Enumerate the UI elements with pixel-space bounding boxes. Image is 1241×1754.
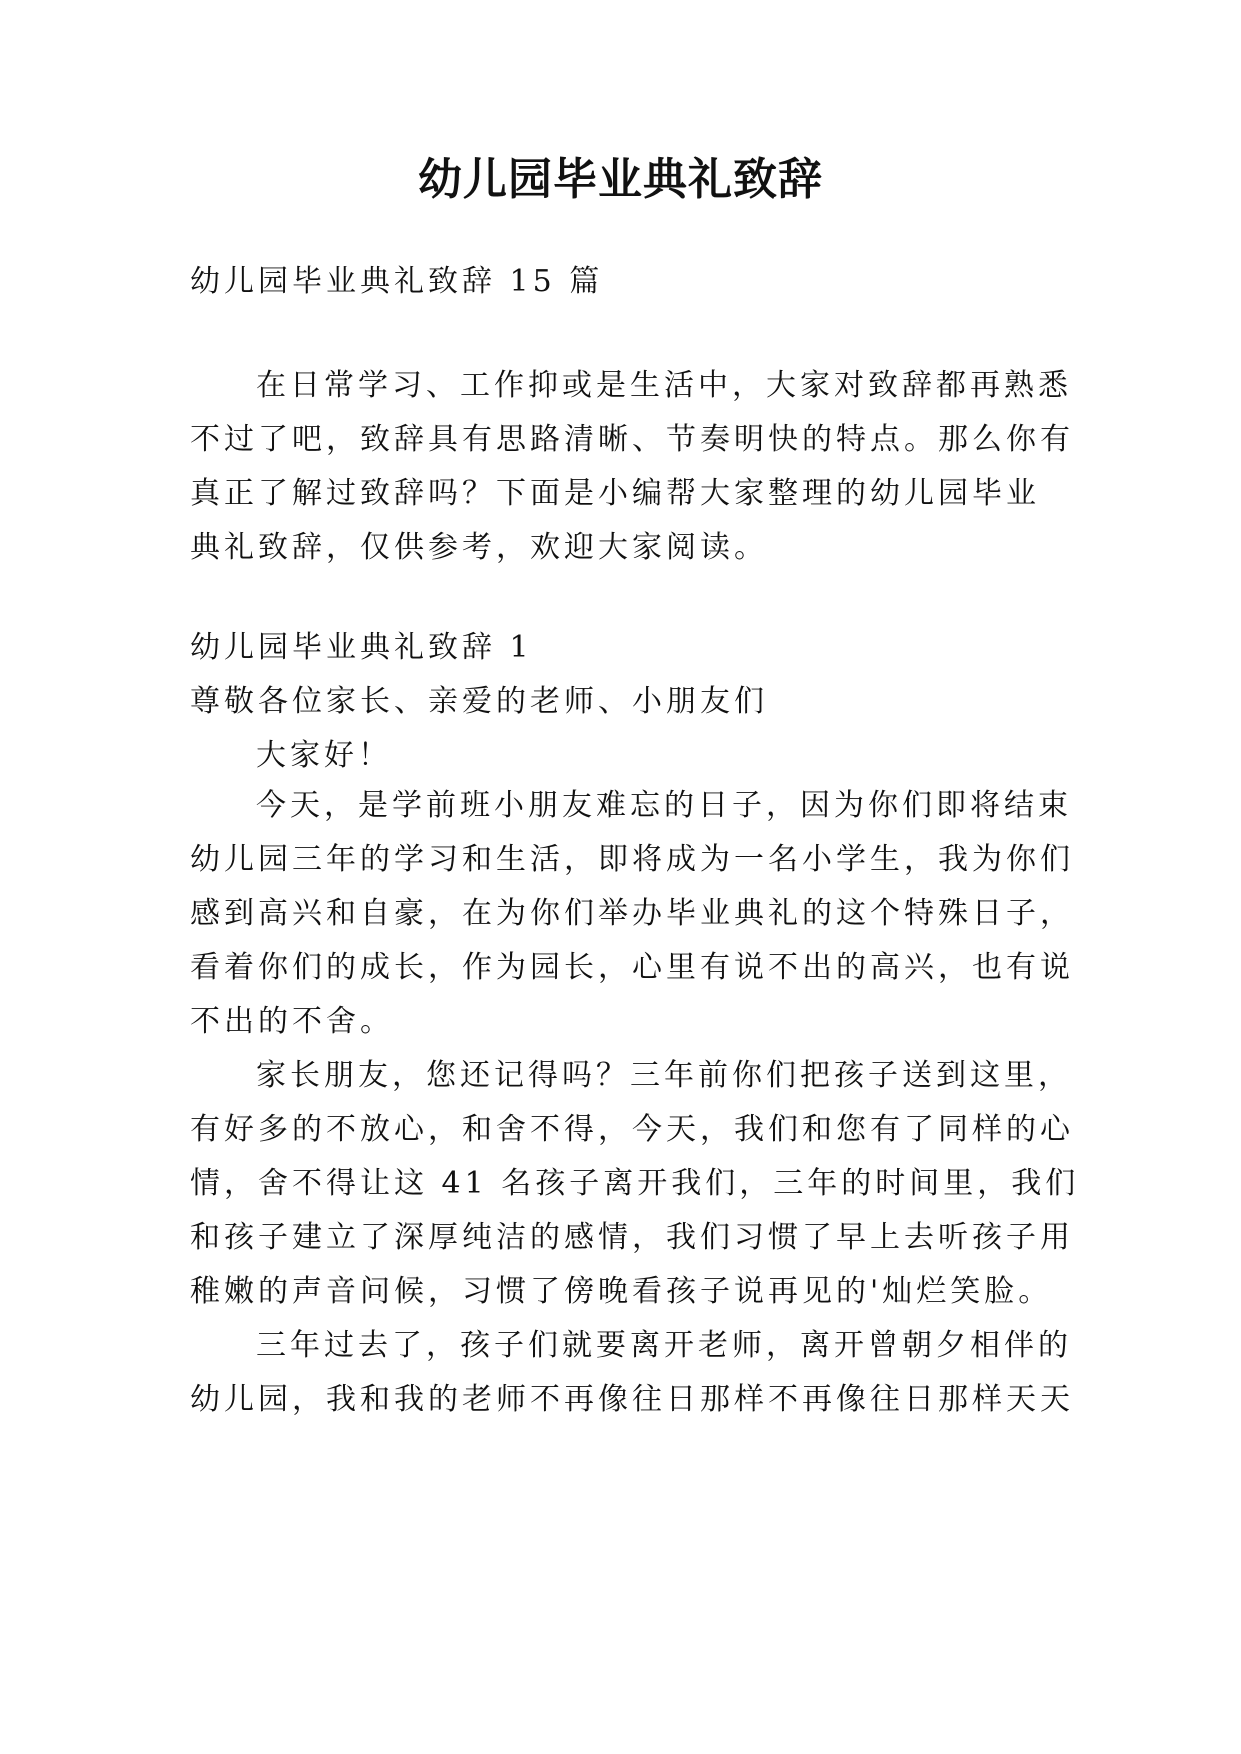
intro-line-1: 在日常学习、工作抑或是生活中，大家对致辞都再熟悉 (256, 368, 1072, 403)
intro-line-4: 典礼致辞，仅供参考，欢迎大家阅读。 (190, 530, 768, 565)
para2-line-4: 和孩子建立了深厚纯洁的感情，我们习惯了早上去听孩子用 (190, 1220, 1074, 1255)
para2-line-1: 家长朋友，您还记得吗？三年前你们把孩子送到这里， (256, 1058, 1072, 1093)
para3-line-1: 三年过去了，孩子们就要离开老师，离开曾朝夕相伴的 (256, 1328, 1072, 1363)
salutation: 尊敬各位家长、亲爱的老师、小朋友们 (190, 684, 768, 719)
para2-line-2: 有好多的不放心，和舍不得，今天，我们和您有了同样的心 (190, 1112, 1074, 1147)
para1-line-3: 感到高兴和自豪，在为你们举办毕业典礼的这个特殊日子， (190, 896, 1074, 931)
intro-line-2: 不过了吧，致辞具有思路清晰、节奏明快的特点。那么你有 (190, 422, 1074, 457)
para1-line-5: 不出的不舍。 (190, 1004, 394, 1039)
document-subtitle: 幼儿园毕业典礼致辞 15 篇 (190, 264, 604, 299)
para2-line-5: 稚嫩的声音问候，习惯了傍晚看孩子说再见的'灿烂笑脸。 (190, 1274, 1053, 1309)
section-heading: 幼儿园毕业典礼致辞 1 (190, 630, 533, 665)
greeting: 大家好！ (256, 738, 392, 773)
para3-line-2: 幼儿园，我和我的老师不再像往日那样不再像往日那样天天 (190, 1382, 1074, 1417)
document-title: 幼儿园毕业典礼致辞 (418, 154, 823, 205)
para1-line-1: 今天，是学前班小朋友难忘的日子，因为你们即将结束 (256, 788, 1072, 823)
para1-line-2: 幼儿园三年的学习和生活，即将成为一名小学生，我为你们 (190, 842, 1074, 877)
para1-line-4: 看着你们的成长，作为园长，心里有说不出的高兴，也有说 (190, 950, 1074, 985)
intro-line-3: 真正了解过致辞吗？下面是小编帮大家整理的幼儿园毕业 (190, 476, 1040, 511)
para2-line-3: 情，舍不得让这 41 名孩子离开我们，三年的时间里，我们 (190, 1166, 1080, 1201)
